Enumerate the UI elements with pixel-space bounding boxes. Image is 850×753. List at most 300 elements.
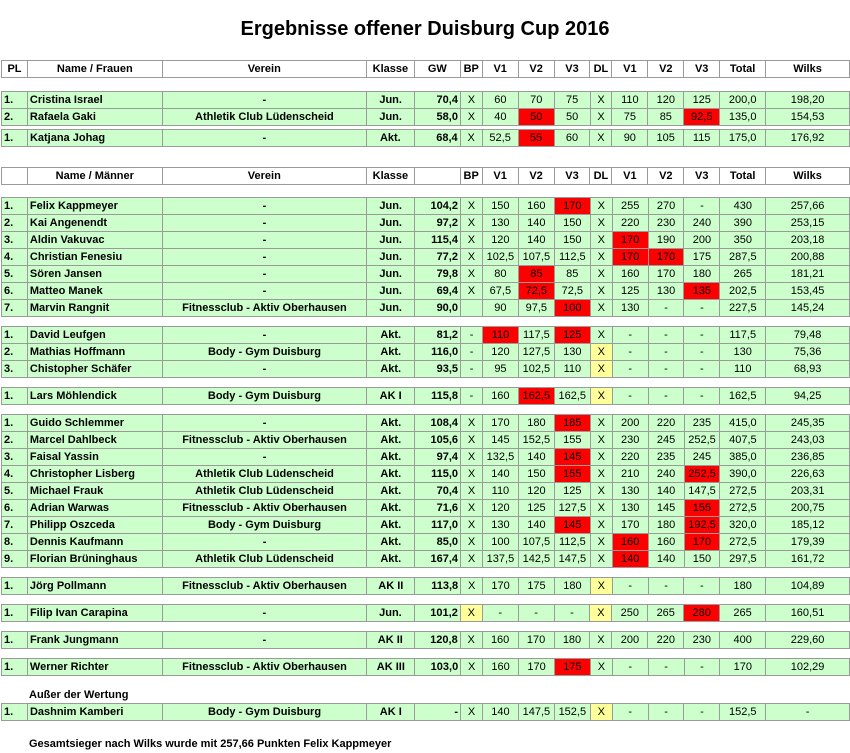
cell-deadlift: X [590,659,612,676]
cell-total: 117,5 [720,327,766,344]
cell-place: 4. [2,249,28,266]
cell-class: Akt. [367,483,415,500]
header-wilks: Wilks [766,168,850,185]
cell-deadlift: X [590,432,612,449]
cell-dl-v3: 245 [684,449,720,466]
cell-deadlift: X [590,605,612,622]
cell-club: - [162,415,367,432]
cell-dl-v1: 230 [612,432,648,449]
cell-place: 1. [2,578,28,595]
cell-wilks: 176,92 [766,130,850,147]
cell-place: 1. [2,92,28,109]
cell-lift-v2: 50 [518,109,554,126]
cell-lift-v3: 170 [554,198,590,215]
cell-name: Christopher Lisberg [27,466,162,483]
table-row [2,578,850,595]
cell-total: 415,0 [720,415,766,432]
cell-dl-v3: - [684,659,720,676]
cell-bodyweight: 81,2 [415,327,461,344]
cell-club: Body - Gym Duisburg [162,388,367,405]
cell-dl-v2: - [648,344,684,361]
table-row [2,361,850,378]
cell-bench-press: X [460,232,482,249]
cell-name: Lars Möhlendick [27,388,162,405]
cell-lift-v1: 160 [482,632,518,649]
cell-deadlift: X [590,92,612,109]
cell-class: Akt. [367,534,415,551]
cell-bench-press: X [461,466,483,483]
cell-club: - [162,632,366,649]
cell-dl-v3: 135 [684,283,720,300]
cell-dl-v2: 230 [648,215,684,232]
cell-lift-v1: 170 [482,415,518,432]
cell-total: 200,0 [720,92,766,109]
cell-total: 430 [720,198,766,215]
cell-dl-v1: - [612,344,648,361]
cell-class: AK III [367,659,415,676]
cell-dl-v1: 255 [612,198,648,215]
cell-total: 180 [720,578,766,595]
cell-place: 7. [2,517,28,534]
cell-total: 162,5 [720,388,766,405]
cell-dl-v1: 130 [612,500,648,517]
cell-dl-v2: 140 [648,551,684,568]
cell-dl-v1: 250 [612,605,648,622]
cell-place: 1. [2,632,28,649]
cell-lift-v2: 127,5 [518,344,554,361]
cell-name: Michael Frauk [27,483,162,500]
cell-bench-press: - [461,361,483,378]
cell-dl-v3: 180 [684,266,720,283]
cell-lift-v3: 145 [554,517,590,534]
table-row [2,632,850,649]
cell-club: - [162,266,367,283]
cell-place: 8. [2,534,28,551]
cell-dl-v2: 85 [648,109,684,126]
cell-place: 2. [2,344,28,361]
cell-wilks: 236,85 [766,449,850,466]
cell-wilks: 153,45 [766,283,850,300]
cell-name: Dashnim Kamberi [27,704,162,721]
cell-name: Sören Jansen [27,266,162,283]
cell-total: 272,5 [720,534,766,551]
header-club: Verein [162,61,366,78]
cell-place: 1. [2,327,28,344]
results-group-table [1,197,850,317]
cell-club: Fitnessclub - Aktiv Oberhausen [162,500,367,517]
cell-bench-press: X [461,483,483,500]
men-header-table [1,167,850,185]
cell-dl-v3: 240 [684,215,720,232]
cell-club: - [162,605,366,622]
cell-bodyweight: 120,8 [414,632,460,649]
cell-dl-v2: 145 [648,500,684,517]
cell-lift-v2: 55 [518,130,554,147]
cell-lift-v2: 72,5 [518,283,554,300]
cell-deadlift: X [590,632,612,649]
cell-lift-v2: 170 [518,632,554,649]
cell-total: 110 [720,361,766,378]
cell-wilks: 200,88 [766,249,850,266]
cell-bodyweight: 71,6 [415,500,461,517]
cell-name: Mathias Hoffmann [27,344,162,361]
cell-class: Akt. [367,466,415,483]
table-row [2,300,850,317]
cell-bodyweight: 77,2 [415,249,461,266]
cell-dl-v1: 220 [612,449,648,466]
cell-total: 350 [720,232,766,249]
header-lift-v3: V3 [554,61,590,78]
cell-bodyweight: 167,4 [415,551,461,568]
cell-name: Florian Brüninghaus [27,551,162,568]
cell-bodyweight: - [415,704,461,721]
cell-club: Fitnessclub - Aktiv Oberhausen [162,578,367,595]
cell-lift-v2: 140 [518,232,554,249]
cell-bench-press: X [460,130,482,147]
cell-club: Body - Gym Duisburg [162,704,367,721]
cell-wilks: - [766,704,850,721]
results-group-table [1,326,850,378]
cell-lift-v3: 155 [554,466,590,483]
cell-class: Jun. [367,266,415,283]
cell-total: 130 [720,344,766,361]
cell-dl-v3: 280 [684,605,720,622]
cell-name: David Leufgen [27,327,162,344]
cell-bodyweight: 108,4 [415,415,461,432]
table-row [2,466,850,483]
cell-dl-v3: 150 [684,551,720,568]
results-group-table [1,387,850,405]
cell-lift-v1: 130 [482,215,518,232]
cell-lift-v1: 170 [483,578,519,595]
cell-lift-v3: 50 [554,109,590,126]
cell-place: 2. [2,215,28,232]
cell-name: Philipp Oszceda [27,517,162,534]
cell-deadlift: X [590,249,612,266]
cell-wilks: 154,53 [766,109,850,126]
cell-dl-v3: 170 [684,534,720,551]
header-dl-v2: V2 [648,61,684,78]
cell-deadlift: X [590,517,612,534]
cell-class: AK I [367,704,415,721]
cell-wilks: 102,29 [766,659,850,676]
results-group-table [1,604,850,622]
cell-bodyweight: 93,5 [415,361,461,378]
cell-wilks: 181,21 [766,266,850,283]
cell-place: 1. [2,605,28,622]
cell-club: - [162,92,367,109]
cell-dl-v1: 75 [612,109,648,126]
cell-place: 4. [2,466,28,483]
header-place [2,168,28,185]
cell-name: Faisal Yassin [27,449,162,466]
cell-bench-press: X [461,517,483,534]
cell-wilks: 68,93 [766,361,850,378]
table-row [2,92,850,109]
cell-dl-v3: 230 [684,632,720,649]
cell-bodyweight: 70,4 [415,92,461,109]
cell-dl-v2: 220 [648,632,684,649]
cell-deadlift: X [590,551,612,568]
cell-lift-v2: 162,5 [518,388,554,405]
header-lift-v3: V3 [554,168,590,185]
table-row [2,659,850,676]
header-name: Name / Männer [27,168,162,185]
cell-dl-v1: 130 [612,483,648,500]
cell-class: Jun. [367,232,415,249]
cell-name: Matteo Manek [27,283,162,300]
header-name: Name / Frauen [27,61,162,78]
cell-dl-v3: - [684,300,720,317]
cell-lift-v3: 125 [554,327,590,344]
header-total: Total [720,168,766,185]
cell-total: 390 [720,215,766,232]
cell-lift-v2: 125 [518,500,554,517]
cell-club: Athletik Club Lüdenscheid [162,109,367,126]
header-class: Klasse [366,61,414,78]
cell-dl-v2: - [648,704,684,721]
cell-lift-v2: 102,5 [518,361,554,378]
cell-name: Marcel Dahlbeck [27,432,162,449]
cell-dl-v3: - [684,327,720,344]
cell-place: 1. [2,388,28,405]
cell-lift-v1: 137,5 [482,551,518,568]
cell-place: 3. [2,449,28,466]
cell-bodyweight: 117,0 [415,517,461,534]
cell-lift-v1: 95 [482,361,518,378]
cell-dl-v1: - [612,327,648,344]
cell-lift-v2: 180 [518,415,554,432]
cell-club: - [162,361,367,378]
cell-total: 265 [720,266,766,283]
cell-dl-v2: - [648,388,684,405]
cell-wilks: 257,66 [766,198,850,215]
cell-deadlift: X [590,300,612,317]
cell-deadlift: X [590,327,612,344]
cell-wilks: 185,12 [766,517,850,534]
cell-lift-v1: 120 [482,232,518,249]
cell-total: 135,0 [720,109,766,126]
cell-club: - [162,249,367,266]
table-row [2,130,850,147]
cell-lift-v2: 120 [518,483,554,500]
table-row [2,109,850,126]
header-dl-v1: V1 [612,61,648,78]
cell-bodyweight: 69,4 [415,283,461,300]
cell-total: 202,5 [720,283,766,300]
cell-bench-press: X [461,551,483,568]
cell-lift-v3: 72,5 [554,283,590,300]
header-lift-v1: V1 [482,168,518,185]
cell-club: Athletik Club Lüdenscheid [162,483,367,500]
cell-dl-v3: 192,5 [684,517,720,534]
cell-lift-v3: 180 [554,632,590,649]
table-row [2,232,850,249]
cell-dl-v2: 270 [648,198,684,215]
header-bench-press: BP [460,168,482,185]
cell-deadlift: X [590,449,612,466]
women-header-table [1,60,850,78]
cell-club: Athletik Club Lüdenscheid [162,466,367,483]
cell-class: AK II [366,632,414,649]
cell-bench-press: X [460,632,482,649]
cell-wilks: 94,25 [766,388,850,405]
cell-class: Jun. [367,109,415,126]
table-row [2,283,850,300]
cell-total: 272,5 [720,500,766,517]
cell-dl-v3: 147,5 [684,483,720,500]
cell-class: Jun. [367,92,415,109]
cell-deadlift: X [590,215,612,232]
cell-deadlift: X [590,500,612,517]
cell-place: 3. [2,361,28,378]
cell-lift-v1: 52,5 [482,130,518,147]
cell-dl-v1: 200 [612,415,648,432]
header-lift-v2: V2 [518,61,554,78]
header-row [2,61,850,78]
cell-dl-v2: 130 [648,283,684,300]
cell-name: Chistopher Schäfer [27,361,162,378]
cell-bench-press: - [460,388,482,405]
cell-total: 385,0 [720,449,766,466]
cell-bench-press: X [461,659,483,676]
cell-lift-v1: 100 [482,534,518,551]
cell-deadlift: X [590,344,612,361]
table-row [2,605,850,622]
cell-deadlift: X [590,578,612,595]
cell-lift-v3: 162,5 [554,388,590,405]
cell-bench-press: X [460,266,482,283]
cell-deadlift: X [590,232,612,249]
cell-bench-press: X [461,449,483,466]
cell-dl-v2: - [648,300,684,317]
cell-lift-v3: 150 [554,232,590,249]
cell-class: Akt. [367,327,415,344]
cell-lift-v3: 100 [554,300,590,317]
cell-lift-v2: 142,5 [518,551,554,568]
header-dl-v1: V1 [612,168,648,185]
cell-place: 2. [2,109,28,126]
cell-dl-v2: 265 [648,605,684,622]
cell-dl-v3: 92,5 [684,109,720,126]
cell-name: Christian Fenesiu [27,249,162,266]
cell-dl-v2: 170 [648,266,684,283]
cell-lift-v1: 110 [482,483,518,500]
cell-total: 320,0 [720,517,766,534]
cell-deadlift: X [590,534,612,551]
cell-lift-v2: 175 [519,578,555,595]
cell-lift-v3: 60 [554,130,590,147]
cell-name: Aldin Vakuvac [27,232,162,249]
cell-dl-v3: 175 [684,249,720,266]
cell-lift-v1: 140 [482,466,518,483]
header-dl-v2: V2 [648,168,684,185]
header-place: PL [2,61,28,78]
cell-name: Kai Angenendt [27,215,162,232]
header-class: Klasse [366,168,414,185]
table-row [2,327,850,344]
cell-dl-v3: 155 [684,500,720,517]
cell-wilks: 203,18 [766,232,850,249]
cell-lift-v3: 125 [554,483,590,500]
cell-club: - [162,232,367,249]
cell-dl-v3: - [684,198,720,215]
cell-dl-v1: 200 [612,632,648,649]
cell-bench-press: X [460,605,482,622]
cell-class: Jun. [367,283,415,300]
cell-lift-v3: - [554,605,590,622]
cell-lift-v1: 160 [483,659,519,676]
cell-bodyweight: 103,0 [415,659,461,676]
cell-name: Katjana Johag [27,130,162,147]
cell-dl-v1: 210 [612,466,648,483]
cell-wilks: 253,15 [766,215,850,232]
cell-lift-v2: 140 [518,215,554,232]
cell-lift-v1: 60 [482,92,518,109]
cell-class: Akt. [367,415,415,432]
cell-lift-v3: 112,5 [554,534,590,551]
cell-dl-v3: - [684,388,720,405]
cell-bench-press: - [461,344,483,361]
table-row [2,344,850,361]
cell-name: Marvin Rangnit [27,300,162,317]
cell-wilks: 160,51 [766,605,850,622]
cell-club: - [162,449,367,466]
cell-place: 7. [2,300,28,317]
cell-bodyweight: 115,4 [415,232,461,249]
cell-dl-v2: 235 [648,449,684,466]
cell-dl-v3: 252,5 [684,466,720,483]
cell-lift-v2: 160 [518,198,554,215]
cell-name: Filip Ivan Carapina [27,605,162,622]
cell-class: Akt. [367,449,415,466]
cell-deadlift: X [590,415,612,432]
cell-dl-v2: - [648,659,684,676]
cell-lift-v2: 150 [518,466,554,483]
cell-lift-v3: 185 [554,415,590,432]
cell-place: 1. [2,130,28,147]
header-dl-v3: V3 [684,61,720,78]
cell-deadlift: X [590,109,612,126]
cell-bench-press: X [460,249,482,266]
cell-lift-v1: 67,5 [482,283,518,300]
cell-bench-press: X [461,432,483,449]
cell-lift-v2: 97,5 [518,300,554,317]
cell-name: Dennis Kaufmann [27,534,162,551]
cell-name: Guido Schlemmer [27,415,162,432]
cell-bodyweight: 113,8 [415,578,461,595]
table-row [2,388,850,405]
cell-lift-v2: 152,5 [518,432,554,449]
cell-lift-v3: 110 [554,361,590,378]
cell-bodyweight: 68,4 [414,130,460,147]
cell-club: - [162,130,366,147]
cell-class: Akt. [367,500,415,517]
results-group-table [1,91,850,126]
cell-name: Felix Kappmeyer [27,198,162,215]
out-of-competition-label: Außer der Wertung [29,689,129,701]
cell-lift-v3: 150 [554,215,590,232]
table-row [2,551,850,568]
results-group-table [1,703,850,721]
cell-bodyweight: 101,2 [414,605,460,622]
cell-total: 175,0 [720,130,766,147]
cell-total: 272,5 [720,483,766,500]
cell-dl-v1: 220 [612,215,648,232]
cell-lift-v1: 140 [482,704,518,721]
cell-lift-v2: 147,5 [518,704,554,721]
cell-lift-v1: 110 [482,327,518,344]
